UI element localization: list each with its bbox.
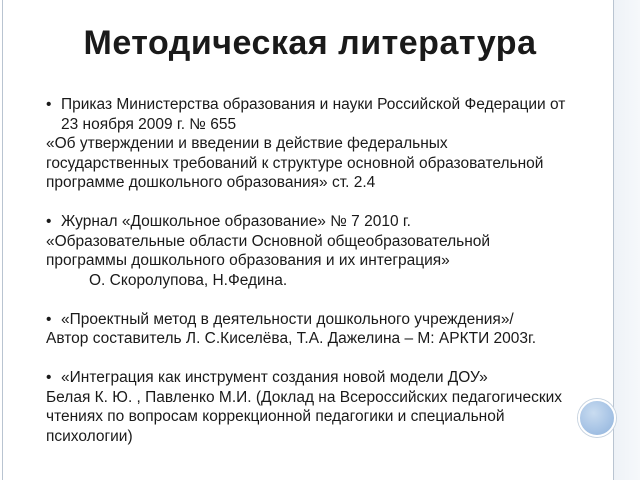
entry-line: программе дошкольного образования» ст. 2.4 <box>46 174 376 191</box>
spacer <box>46 349 586 369</box>
entry-lead-text: Журнал «Дошкольное образование» № 7 2010 г. <box>61 213 411 230</box>
entry-line: Автор составитель Л. С.Киселёва, Т.А. Дажелина – М: АРКТИ 2003г. <box>46 330 537 347</box>
entry-lead-line <box>46 368 586 388</box>
page-title: Методическая литература <box>83 24 537 62</box>
entry-lead-text: «Проектный метод в деятельности дошкольного учреждения»/ <box>61 310 514 328</box>
entry-line: Белая К. Ю. , Павленко М.И. (Доклад на Всероссийских педагогических <box>46 388 563 406</box>
entry-line: «Об утверждении и введении в действие федеральных <box>46 135 448 152</box>
reference-entry <box>46 368 586 446</box>
entry-lead-text: «Интеграция как инструмент создания новой модели ДОУ» <box>61 369 488 386</box>
reference-entry <box>46 310 586 349</box>
spacer <box>46 290 586 310</box>
entry-line: чтениях по вопросам коррекционной педагогики и специальной <box>46 408 505 425</box>
bullet-icon: • <box>46 369 52 386</box>
entry-lead-continuation: 23 ноября 2009 г. № 655 <box>61 115 237 133</box>
entry-line: программы дошкольного образования и их интеграция» <box>46 252 450 269</box>
entry-lead-line <box>46 310 586 330</box>
entry-line: психологии) <box>46 427 133 445</box>
entry-line: «Образовательные области Основной общеобразовательной <box>46 232 491 250</box>
bullet-icon: • <box>46 96 52 113</box>
frame-left-border <box>2 0 3 480</box>
entry-author: О. Скоролупова, Н.Федина. <box>89 271 288 289</box>
entry-lead-text: Приказ Министерства образования и науки Российской Федерации от <box>61 96 566 113</box>
reference-entry <box>46 212 586 290</box>
entry-lead-line <box>46 95 586 115</box>
bullet-icon: • <box>46 213 52 230</box>
reference-list <box>46 95 586 446</box>
entry-lead-line <box>46 212 586 232</box>
frame-right-band <box>614 0 640 480</box>
entry-line: государственных требований к структуре основной образовательной <box>46 154 544 172</box>
spacer <box>46 193 586 213</box>
bullet-icon: • <box>46 310 52 328</box>
reference-entry <box>46 95 586 193</box>
